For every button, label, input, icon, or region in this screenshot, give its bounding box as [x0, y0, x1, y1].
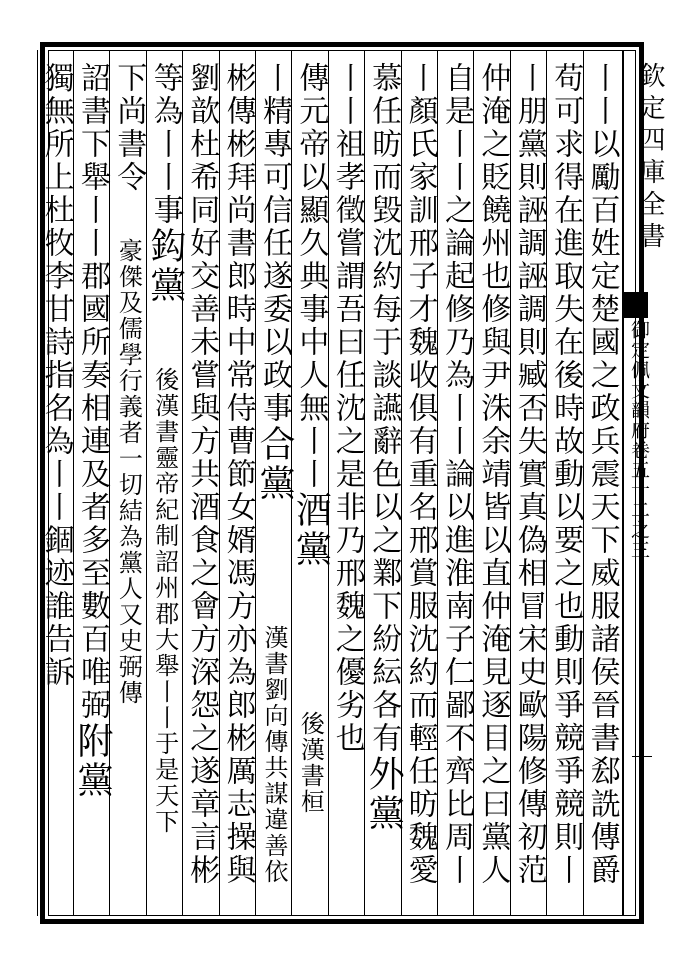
text-column — [545, 62, 585, 887]
small-annotation: 後漢書桓 — [296, 711, 325, 815]
entry-heading: 合黨 — [254, 425, 295, 503]
column-text: 下尚書令 — [111, 62, 147, 194]
text-column — [36, 62, 76, 689]
fishtail-mark — [624, 292, 648, 318]
text-column — [218, 62, 258, 887]
column-text: 慕任昉而毀沈約每于談讌辭色以之鄴下紛紜各有 — [366, 62, 402, 755]
column-text: 劉歆杜希同好交善未嘗與方共酒食之會方深怨之遂章言彬 — [184, 62, 220, 887]
column-text: 丨朋黨則誣調誣調則臧否失實真偽相冒宋史歐陽修傳初范 — [511, 62, 547, 887]
text-column — [290, 62, 330, 569]
entry-heading: 附黨 — [72, 722, 113, 800]
column-text: 丨顏氏家訓邢子才魏收俱有重名邢賞服沈約而輕任昉魏愛 — [402, 62, 438, 887]
small-annotation: 豪傑及儒學行義者一切結為黨人又史弼傳 — [114, 238, 143, 706]
text-column — [72, 62, 112, 800]
small-annotation: 後漢書靈帝紀制詔州郡大舉丨丨于是天下 — [150, 367, 179, 835]
text-column — [582, 62, 622, 887]
text-column — [509, 62, 549, 887]
text-column — [327, 62, 367, 755]
entry-heading: 酒黨 — [290, 491, 332, 569]
column-text: 丨精專可信任遂委以政事 — [257, 62, 292, 425]
margin-tick — [632, 756, 652, 757]
column-text: 傳元帝以顯久典事中人無丨丨 — [293, 62, 329, 491]
column-text: 彬傳彬拜尚書郎時中常侍曹節女婿馮方亦為郎彬厲志操與 — [220, 62, 256, 887]
text-column — [145, 62, 185, 305]
column-text: 詔書下舉丨丨郡國所奏相連及者多至數百唯弼 — [75, 62, 110, 722]
text-column — [108, 62, 148, 194]
margin-rule — [622, 50, 624, 916]
margin-volume: 御定佩文韻府卷五十二之三 — [628, 320, 650, 560]
column-text: 苟可求得在進取失在後時故動以要之也動則爭競爭競則丨 — [548, 62, 584, 887]
column-text: 仲淹之貶饒州也修與尹洙余靖皆以直仲淹見逐目之曰黨人 — [475, 62, 511, 887]
column-text: 丨丨以勵百姓定楚國之政兵震天下威服諸侯晉書郄詵傳爵 — [584, 62, 620, 887]
margin-title: 欽定四庫全書 — [635, 62, 665, 254]
column-text: 丨丨祖孝徵嘗謂吾曰任沈之是非乃邢魏之優劣也 — [329, 62, 365, 755]
text-column — [436, 62, 476, 887]
column-text: 等為丨丨事 — [147, 62, 183, 227]
text-column — [181, 62, 221, 887]
small-annotation: 漢書劉向傳共謀違善依 — [260, 625, 288, 885]
column-text: 獨無所上杜牧李甘詩指名為丨丨錮迹誰告訴 — [38, 62, 74, 689]
text-column — [254, 62, 294, 503]
text-column — [400, 62, 440, 887]
column-text: 自是丨丨之論起修乃為丨丨論以進淮南子仁鄙不齊比周丨 — [439, 62, 474, 887]
entry-heading: 鈎黨 — [144, 227, 186, 305]
text-column — [472, 62, 512, 887]
text-column — [363, 62, 403, 833]
entry-heading: 外黨 — [363, 755, 405, 833]
